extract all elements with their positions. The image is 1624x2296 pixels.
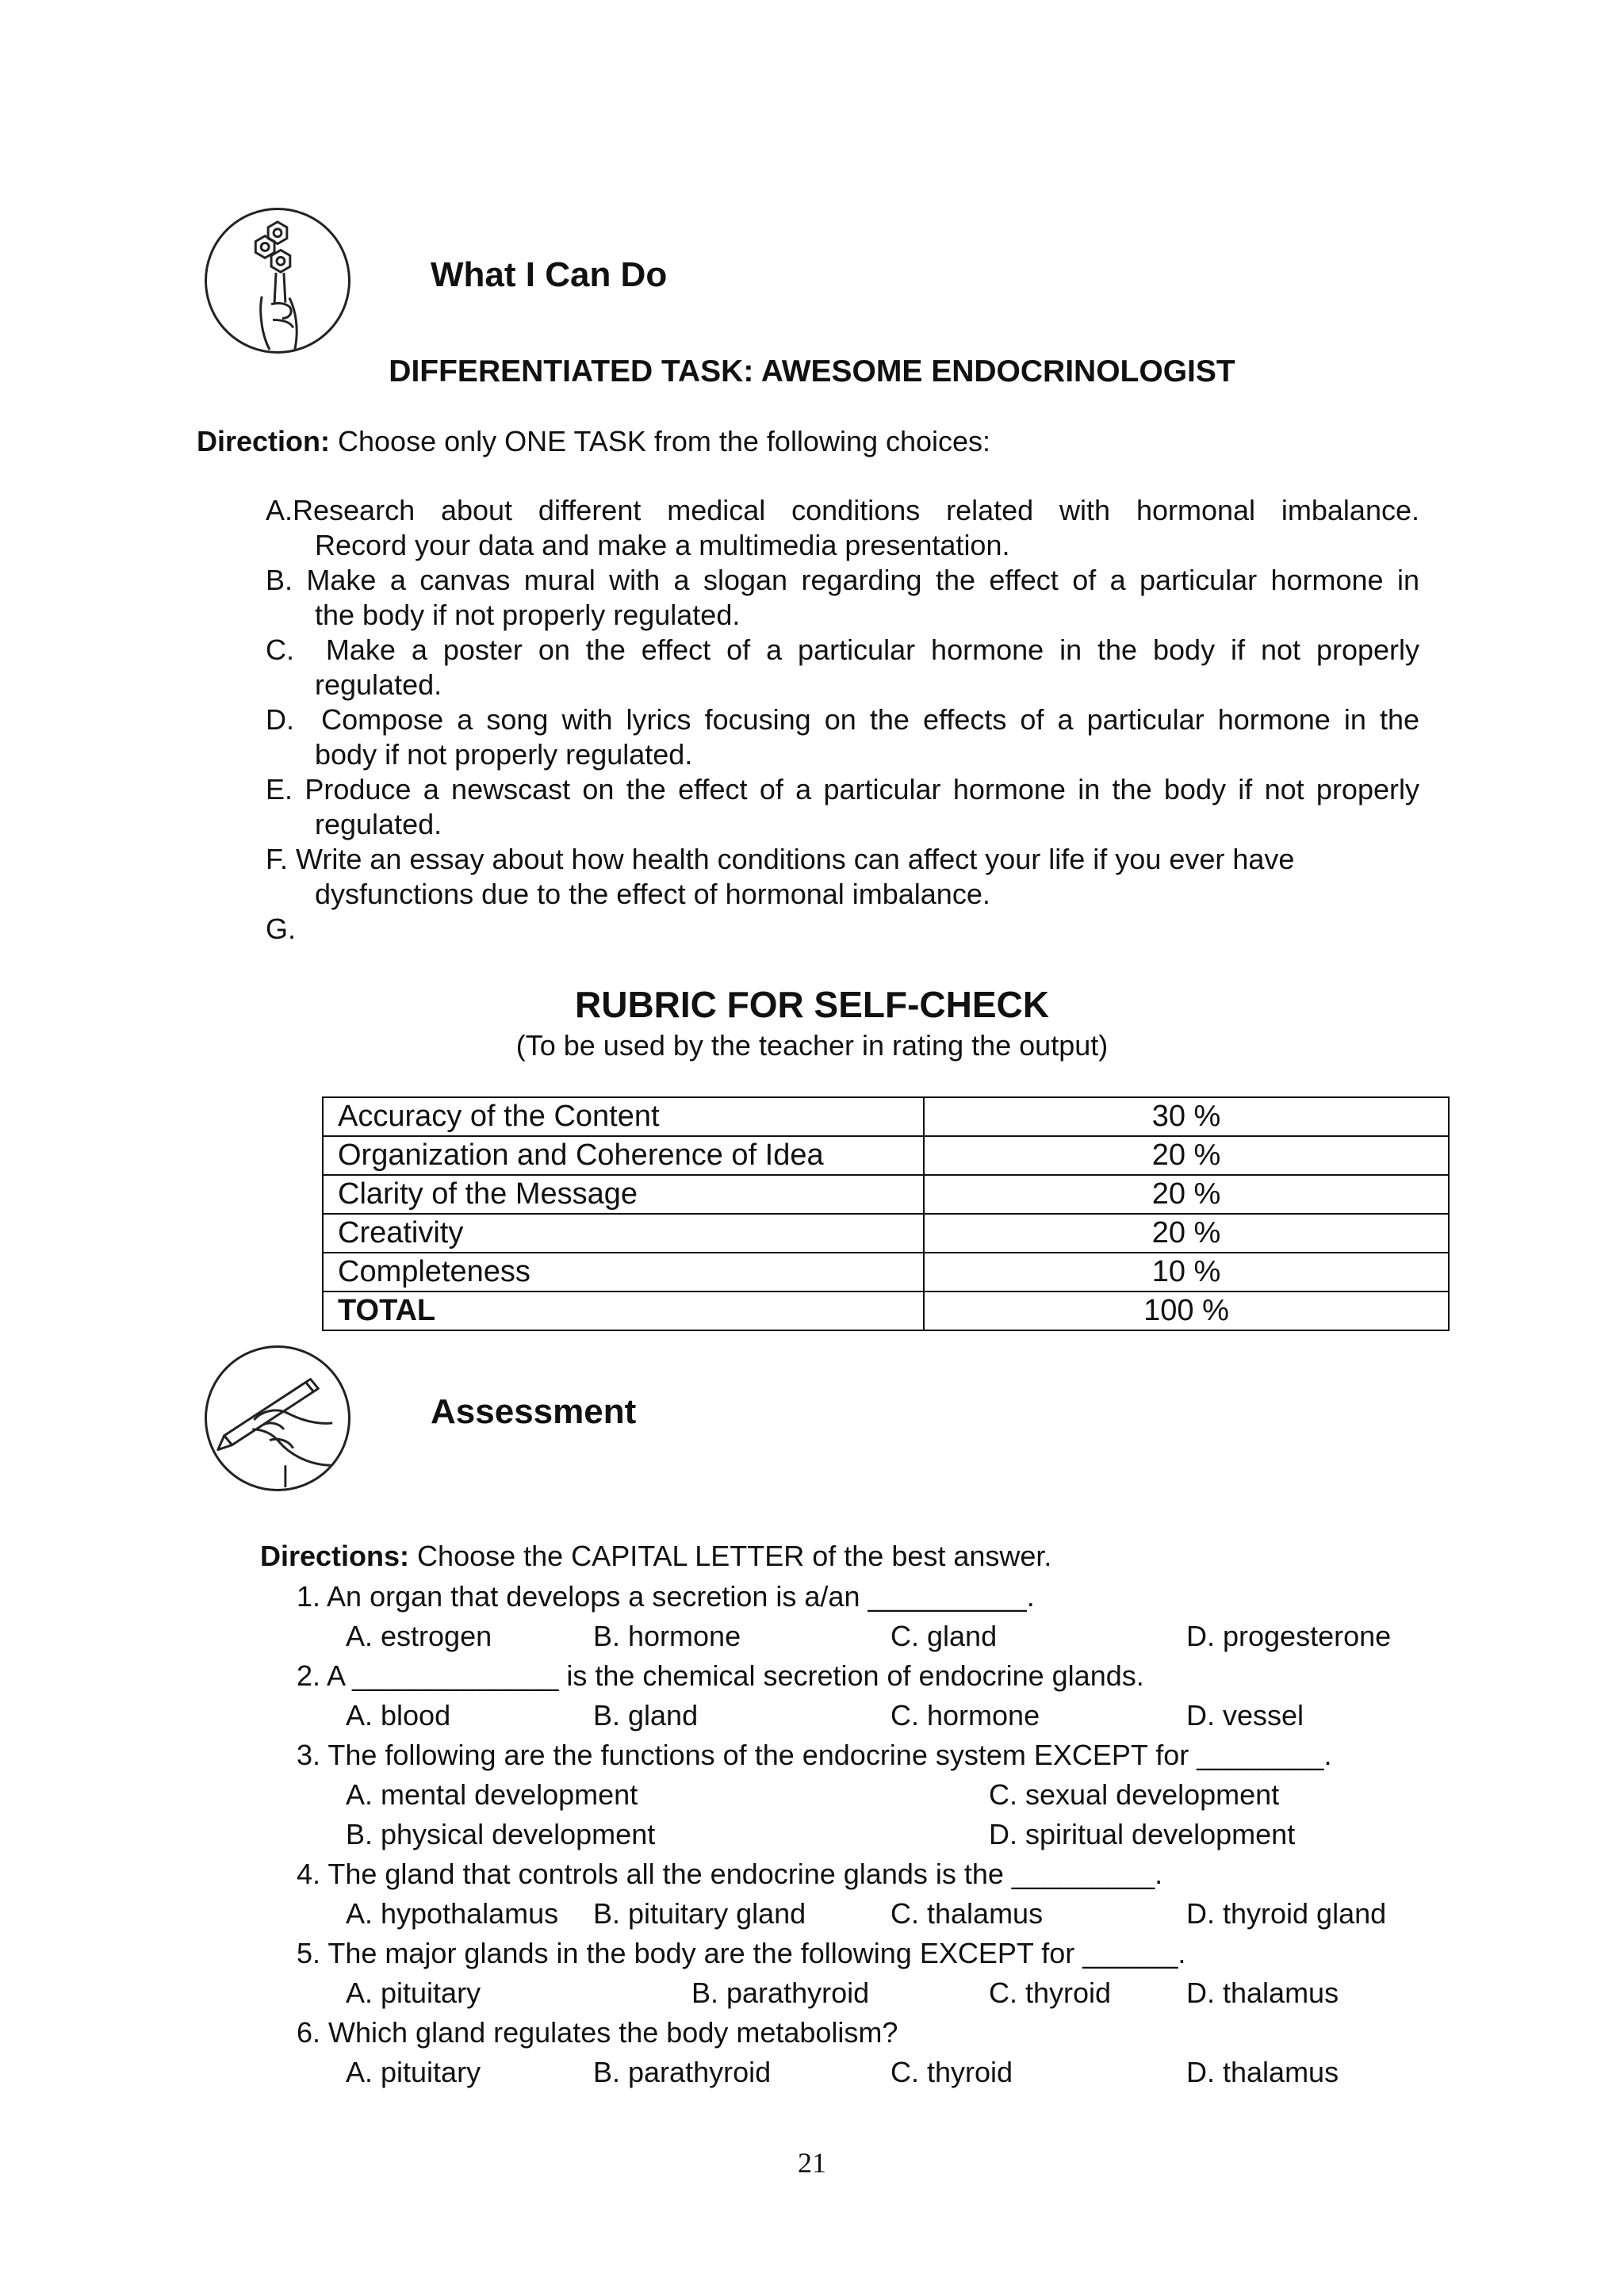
rubric-title: RUBRIC FOR SELF-CHECK [575,984,1049,1025]
rubric-table [322,1096,1450,1331]
option: B. pituitary gland [593,1897,806,1930]
option: D. thalamus [1186,1976,1339,2009]
option: C. gland [891,1620,998,1652]
option: D. spiritual development [989,1818,1296,1850]
option: C. thyroid [989,1976,1112,2009]
rubric-weight: 20 % [924,1214,1449,1253]
task-item [266,842,1419,912]
rubric-criterion: Creativity [323,1214,924,1253]
assessment-heading: Assessment [431,1392,637,1431]
option: D. vessel [1186,1699,1304,1732]
directions-text: Choose the CAPITAL LETTER of the best answer. [409,1540,1052,1572]
option: D. thalamus [1186,2056,1339,2088]
task-text-continued: body if not properly regulated. [315,738,693,771]
direction-text: Choose only ONE TASK from the following choices: [330,425,991,457]
task-text-continued: dysfunctions due to the effect of hormonal imbalance. [315,878,990,910]
option: A. pituitary [346,2056,481,2088]
rubric-weight: 10 % [924,1253,1449,1292]
option: B. parathyroid [593,2056,772,2088]
table-row [323,1214,1449,1253]
option: B. parathyroid [691,1976,870,2009]
task-direction [197,425,990,458]
task-text: Research about different medical conditions related with hormonal imbalance. [293,494,1419,526]
option: B. physical development [346,1818,656,1850]
table-row-total [323,1292,1449,1330]
task-text-continued: Record your data and make a multimedia presentation. [315,529,1010,561]
table-row [323,1175,1449,1214]
task-letter: A. [266,494,293,526]
rubric-subtitle: (To be used by the teacher in rating the output) [515,1029,1109,1062]
task-letter: G. [266,913,297,945]
task-item [266,772,1419,842]
question-1: 1. An organ that develops a secretion is a/an __________. [297,1580,1035,1613]
rubric-criterion: TOTAL [323,1292,924,1330]
task-letter: E. [266,773,293,806]
rubric-weight: 100 % [924,1292,1449,1330]
task-letter: F. [266,843,289,875]
task-text-continued: regulated. [315,808,442,840]
task-letter: D. [266,703,294,736]
option: C. sexual development [989,1778,1280,1811]
directions-label: Directions: [260,1540,410,1572]
option: C. thalamus [891,1897,1044,1930]
task-item [266,493,1419,563]
task-text-continued: regulated. [315,668,442,701]
option: A. mental development [346,1778,638,1811]
task-text-continued: the body if not properly regulated. [315,599,741,631]
task-text: Make a poster on the effect of a particular hormone in the body if not properly [325,633,1419,666]
rubric-criterion: Clarity of the Message [323,1175,924,1214]
rubric-weight: 30 % [924,1097,1449,1136]
question-2: 2. A _____________ is the chemical secretion of endocrine glands. [297,1659,1144,1692]
what-i-can-do-heading: What I Can Do [431,255,668,294]
task-item [266,633,1419,702]
option: B. hormone [593,1620,741,1652]
question-4: 4. The gland that controls all the endocrine glands is the _________. [297,1858,1163,1890]
assessment-directions [260,1540,1051,1573]
option: A. hypothalamus [346,1897,559,1930]
table-row [323,1097,1449,1136]
rubric-weight: 20 % [924,1136,1449,1175]
option: B. gland [593,1699,699,1732]
table-row [323,1253,1449,1292]
question-6: 6. Which gland regulates the body metabolism? [297,2016,898,2049]
task-item [266,912,1419,947]
task-letter: C. [266,633,294,666]
task-item [266,563,1419,633]
rubric-weight: 20 % [924,1175,1449,1214]
rubric-criterion: Accuracy of the Content [323,1097,924,1136]
pencil-hand-icon [205,1345,350,1491]
option: A. blood [346,1699,451,1732]
question-3: 3. The following are the functions of the endocrine system EXCEPT for ________. [297,1739,1332,1771]
rubric-criterion: Completeness [323,1253,924,1292]
table-row [323,1136,1449,1175]
task-letter: B. [266,564,293,596]
option: D. thyroid gland [1186,1897,1387,1930]
page-number: 21 [798,2147,826,2179]
task-text: Write an essay about how health conditions can affect your life if you ever have [296,843,1295,875]
option: C. hormone [891,1699,1040,1732]
bolts-hand-icon [205,208,350,354]
option: A. estrogen [346,1620,492,1652]
option: A. pituitary [346,1976,481,2009]
task-text: Produce a newscast on the effect of a particular hormone in the body if not properly [304,773,1419,806]
task-title: DIFFERENTIATED TASK: AWESOME ENDOCRINOLOGIST [389,354,1235,388]
task-text: Make a canvas mural with a slogan regarding the effect of a particular hormone in [306,564,1419,596]
task-list [266,493,1419,947]
option: C. thyroid [891,2056,1013,2088]
question-5: 5. The major glands in the body are the following EXCEPT for ______. [297,1937,1186,1969]
direction-label: Direction: [197,425,331,457]
task-text: Compose a song with lyrics focusing on the effects of a particular hormone in the [321,703,1419,736]
rubric-criterion: Organization and Coherence of Idea [323,1136,924,1175]
option: D. progesterone [1186,1620,1392,1652]
task-item [266,702,1419,772]
